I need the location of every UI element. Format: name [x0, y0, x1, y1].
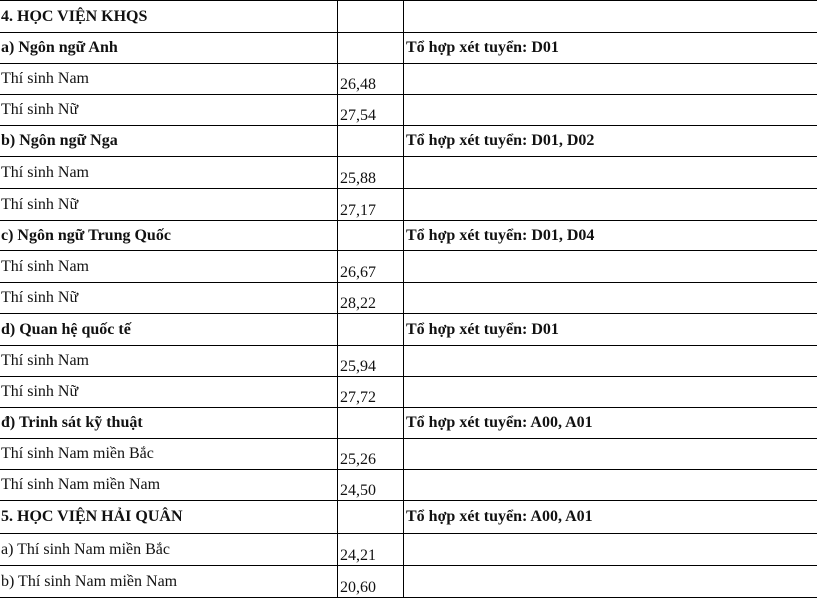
subject-combination	[404, 1, 817, 33]
row-label: đ) Trinh sát kỹ thuật	[0, 408, 338, 439]
score-cell	[338, 408, 404, 439]
score-cell: 27,17	[338, 189, 404, 221]
row-label: Thí sinh Nam	[0, 346, 338, 377]
candidate-row	[0, 377, 817, 408]
score-cell: 27,54	[338, 95, 404, 126]
subject-combination: Tổ hợp xét tuyển: A00, A01	[404, 408, 817, 439]
score-cell: 25,26	[338, 439, 404, 470]
score-cell: 24,21	[338, 534, 404, 566]
score-cell	[338, 126, 404, 157]
row-label: Thí sinh Nữ	[0, 189, 338, 221]
row-label: Thí sinh Nữ	[0, 283, 338, 314]
row-label: Thí sinh Nam miền Bắc	[0, 439, 338, 470]
subject-combination	[404, 251, 817, 283]
row-label: b) Thí sinh Nam miền Nam	[0, 566, 338, 598]
score-cell	[338, 314, 404, 346]
score-cell: 25,88	[338, 157, 404, 189]
subject-combination	[404, 377, 817, 408]
row-label: Thí sinh Nam	[0, 64, 338, 95]
row-label: Thí sinh Nam	[0, 157, 338, 189]
row-label: Thí sinh Nam miền Nam	[0, 470, 338, 501]
row-label: b) Ngôn ngữ Nga	[0, 126, 338, 157]
score-cell	[338, 501, 404, 534]
candidate-row	[0, 283, 817, 314]
candidate-row	[0, 251, 817, 283]
subject-combination	[404, 566, 817, 598]
table-body	[0, 1, 817, 598]
score-cell	[338, 33, 404, 64]
candidate-row	[0, 64, 817, 95]
row-label: 4. HỌC VIỆN KHQS	[0, 1, 338, 33]
subject-combination: Tổ hợp xét tuyển: D01, D04	[404, 221, 817, 251]
score-cell: 20,60	[338, 566, 404, 598]
candidate-row	[0, 439, 817, 470]
score-cell: 26,48	[338, 64, 404, 95]
score-cell: 27,72	[338, 377, 404, 408]
row-label: Thí sinh Nữ	[0, 377, 338, 408]
subject-combination	[404, 189, 817, 221]
candidate-row	[0, 470, 817, 501]
row-label: a) Thí sinh Nam miền Bắc	[0, 534, 338, 566]
subject-combination	[404, 470, 817, 501]
row-label: d) Quan hệ quốc tế	[0, 314, 338, 346]
subject-combination: Tổ hợp xét tuyển: D01	[404, 33, 817, 64]
subject-combination	[404, 534, 817, 566]
subject-combination: Tổ hợp xét tuyển: A00, A01	[404, 501, 817, 534]
row-label: a) Ngôn ngữ Anh	[0, 33, 338, 64]
subject-combination: Tổ hợp xét tuyển: D01	[404, 314, 817, 346]
score-cell	[338, 1, 404, 33]
subject-combination	[404, 64, 817, 95]
subject-combination	[404, 283, 817, 314]
score-cell: 28,22	[338, 283, 404, 314]
score-cell: 26,67	[338, 251, 404, 283]
score-cell: 25,94	[338, 346, 404, 377]
candidate-row	[0, 157, 817, 189]
program-row	[0, 33, 817, 64]
section-row	[0, 1, 817, 33]
subject-combination	[404, 157, 817, 189]
candidate-row	[0, 534, 817, 566]
row-label: Thí sinh Nam	[0, 251, 338, 283]
candidate-row	[0, 566, 817, 598]
score-cell: 24,50	[338, 470, 404, 501]
candidate-row	[0, 95, 817, 126]
program-row	[0, 408, 817, 439]
row-label: Thí sinh Nữ	[0, 95, 338, 126]
subject-combination	[404, 95, 817, 126]
program-row	[0, 221, 817, 251]
program-row	[0, 314, 817, 346]
subject-combination	[404, 439, 817, 470]
section-row	[0, 501, 817, 534]
row-label: 5. HỌC VIỆN HẢI QUÂN	[0, 501, 338, 534]
subject-combination	[404, 346, 817, 377]
row-label: c) Ngôn ngữ Trung Quốc	[0, 221, 338, 251]
score-cell	[338, 221, 404, 251]
candidate-row	[0, 189, 817, 221]
subject-combination: Tổ hợp xét tuyển: D01, D02	[404, 126, 817, 157]
program-row	[0, 126, 817, 157]
candidate-row	[0, 346, 817, 377]
